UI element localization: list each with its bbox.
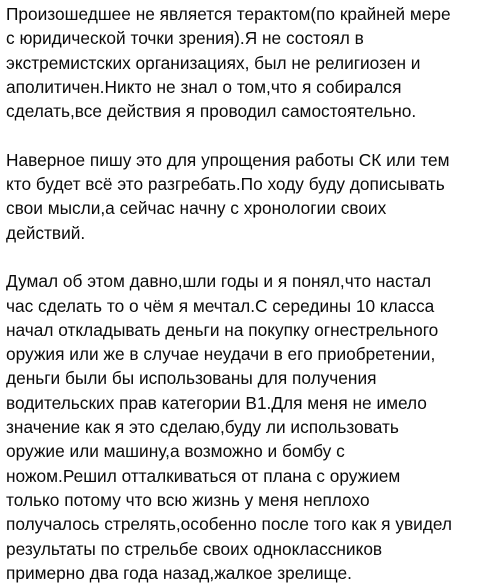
text-line: получалось стрелять,особенно после того как я увидел: [6, 514, 453, 535]
text-line: начал откладывать деньги на покупку огнестрельного: [6, 319, 439, 340]
text-line: Произошедшее не является терактом(по крайней мере: [6, 4, 451, 24]
text-line: Наверное пишу это для упрощения работы СК или тем: [6, 149, 450, 170]
text-line: значение как я это сделаю,буду ли использовать: [6, 417, 399, 438]
text-line: примерно два года назад,жалкое зрелище.: [6, 562, 352, 583]
text-line: ножом.Решил отталкиваться от плана с оружием: [6, 465, 401, 486]
text-line: кто будет всё это разгребать.По ходу буду дописывать: [6, 174, 445, 195]
paragraph-1: [6, 2, 482, 123]
text-line: аполитичен.Никто не знал о том,что я собирался: [6, 76, 402, 97]
text-line: Думал об этом давно,шли годы и я понял,что настал: [6, 271, 432, 292]
text-line: только потому что всю жизнь у меня неплохо: [6, 489, 370, 510]
paragraph-2: [6, 148, 482, 245]
post-text-body: [6, 2, 482, 585]
text-line: оружие или машину,а возможно и бомбу с: [6, 441, 345, 462]
text-line: свои мысли,а сейчас начну с хронологии своих: [6, 198, 387, 219]
text-line: водительских прав категории В1.Для меня не имело: [6, 392, 427, 413]
text-line: с юридической точки зрения).Я не состоял в: [6, 28, 364, 49]
text-line: оружия или же в случае неудачи в его приобретении,: [6, 344, 436, 365]
text-line: сделать,все действия я проводил самостоятельно.: [6, 101, 417, 122]
text-line: экстремистских организациях, был не религиозен и: [6, 52, 421, 73]
text-line: час сделать то о чём я мечтал.С середины 10 класса: [6, 295, 435, 316]
text-line: деньги были бы использованы для получения: [6, 368, 377, 389]
text-line: результаты по стрельбе своих одноклассников: [6, 538, 383, 559]
paragraph-3: [6, 269, 482, 585]
text-line: действий.: [6, 222, 86, 243]
